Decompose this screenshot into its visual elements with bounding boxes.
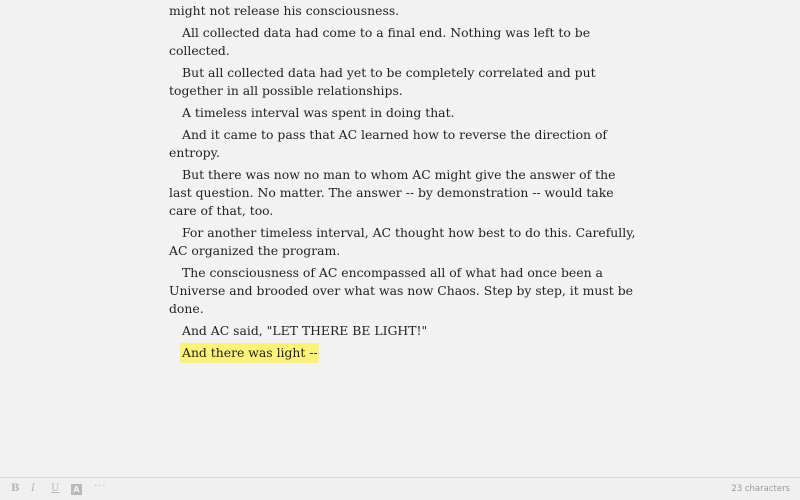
- underline-button[interactable]: U: [51, 483, 60, 494]
- paragraph: All collected data had come to a final end. Nothing was left to be collected.: [169, 25, 591, 58]
- text-style-button[interactable]: A: [71, 484, 82, 495]
- more-options-button[interactable]: ···: [94, 481, 107, 492]
- document-text[interactable]: [169, 2, 639, 366]
- character-count: 23 characters: [731, 484, 790, 494]
- selection-highlight[interactable]: And there was light --: [180, 343, 319, 363]
- paragraph: The consciousness of AC encompassed all of what had once been a Universe and brooded over what was now Chaos. Step by step, it must be done.: [169, 265, 633, 316]
- paragraph: For another timeless interval, AC thought how best to do this. Carefully, AC organized the program.: [169, 225, 636, 258]
- paragraph: But all collected data had yet to be completely correlated and put together in all possible relationships.: [169, 65, 596, 98]
- italic-button[interactable]: I: [31, 483, 35, 494]
- format-toolbar: [0, 477, 800, 500]
- paragraph: A timeless interval was spent in doing that.: [182, 105, 455, 120]
- selected-paragraph[interactable]: [169, 344, 639, 362]
- paragraph: And AC said, "LET THERE BE LIGHT!": [182, 323, 428, 338]
- bold-button[interactable]: B: [11, 483, 20, 494]
- paragraph: But there was now no man to whom AC might give the answer of the last question. No matter. The answer -- by demonstration -- would take care of that, too.: [169, 167, 616, 218]
- paragraph: might not release his consciousness.: [169, 3, 400, 18]
- paragraph: And it came to pass that AC learned how to reverse the direction of entropy.: [169, 127, 607, 160]
